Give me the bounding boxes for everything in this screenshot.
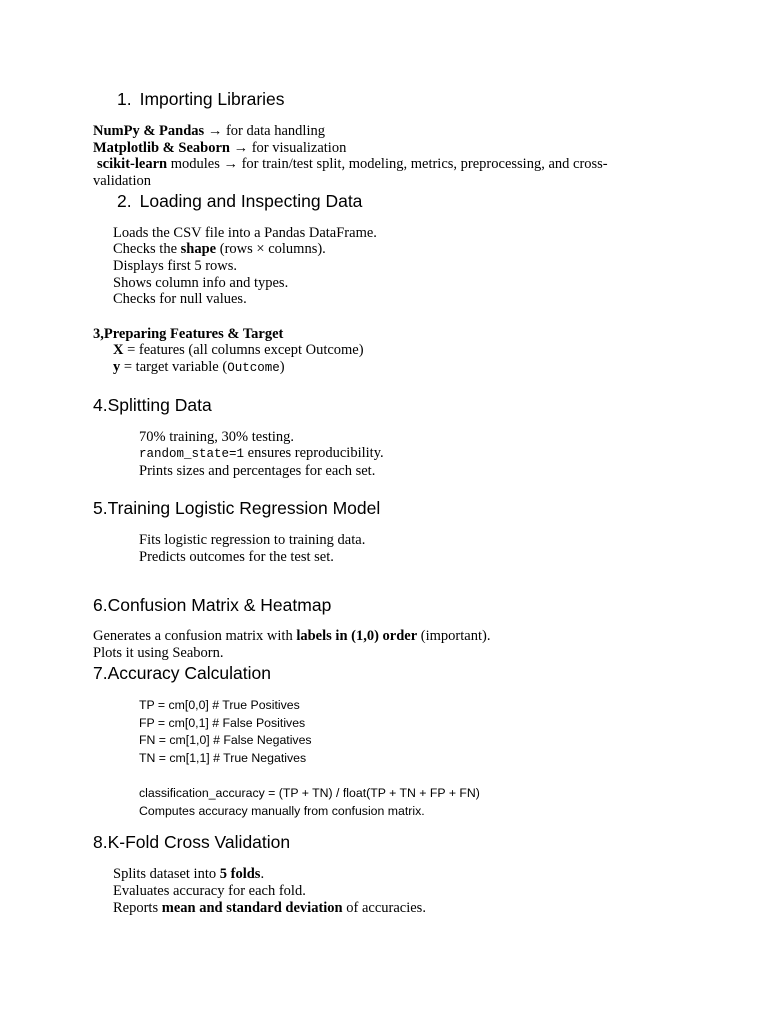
features-line-2 — [113, 359, 285, 377]
scikit-learn-label: scikit-learn — [97, 156, 168, 172]
load-line-2-post: (rows × columns). — [216, 241, 326, 257]
libs-line-3-text2: for train/test split, modeling, metrics, preprocessing, and cross- — [237, 156, 608, 172]
section-8-title: 8.K-Fold Cross Validation — [93, 832, 291, 852]
outcome-code: Outcome — [227, 361, 280, 375]
split-line-2-text: ensures reproducibility. — [244, 445, 384, 461]
acc-line-tp: TP = cm[0,0] # True Positives — [139, 698, 300, 712]
libs-line-2-text: for visualization — [248, 140, 347, 156]
features-line-1-text: = features (all columns except Outcome) — [123, 342, 364, 358]
y-label: y — [113, 359, 121, 375]
acc-formula: classification_accuracy = (TP + TN) / float(TP + TN + FP + FN) — [139, 786, 480, 800]
libs-line-3-text: modules — [167, 156, 224, 172]
libs-line-1-text: for data handling — [222, 123, 325, 139]
x-label: X — [113, 342, 124, 358]
labels-order-label: labels in (1,0) order — [296, 628, 418, 644]
section-7-title: 7.Accuracy Calculation — [93, 663, 271, 683]
shape-label: shape — [180, 241, 217, 257]
section-1-number: 1. — [117, 89, 132, 109]
section-6-title: 6.Confusion Matrix & Heatmap — [93, 595, 332, 615]
cm-line-2: Plots it using Seaborn. — [93, 645, 224, 661]
features-line-2-text: = target variable ( — [120, 359, 228, 375]
load-line-3: Displays first 5 rows. — [113, 258, 238, 274]
libs-line-4: validation — [93, 173, 151, 189]
load-line-4: Shows column info and types. — [113, 275, 289, 291]
section-1-heading — [117, 89, 285, 110]
split-line-3: Prints sizes and percentages for each set. — [139, 463, 376, 479]
kfold-line-2: Evaluates accuracy for each fold. — [113, 883, 306, 899]
arrow-icon: → — [207, 123, 223, 139]
load-line-1: Loads the CSV file into a Pandas DataFrame. — [113, 225, 377, 241]
features-line-1 — [113, 342, 364, 359]
five-folds-label: 5 folds — [219, 866, 261, 882]
kfold-line-3-pre: Reports — [113, 900, 162, 916]
matplotlib-seaborn-label: Matplotlib & Seaborn — [93, 140, 230, 156]
libs-line-2 — [93, 140, 346, 157]
libs-line-3 — [97, 156, 608, 173]
random-state-code: random_state=1 — [139, 447, 245, 461]
load-line-2 — [113, 241, 326, 258]
section-2-number: 2. — [117, 191, 132, 211]
section-5-title: 5.Training Logistic Regression Model — [93, 498, 381, 518]
kfold-line-1 — [113, 866, 264, 883]
train-line-2: Predicts outcomes for the test set. — [139, 549, 334, 565]
kfold-line-1-pre: Splits dataset into — [113, 866, 220, 882]
split-line-1: 70% training, 30% testing. — [139, 429, 295, 445]
acc-line-tn: TN = cm[1,1] # True Negatives — [139, 751, 307, 765]
cm-line-1 — [93, 628, 490, 645]
acc-line-fp: FP = cm[0,1] # False Positives — [139, 716, 306, 730]
numpy-pandas-label: NumPy & Pandas — [93, 123, 205, 139]
load-line-2-pre: Checks the — [113, 241, 181, 257]
load-line-5: Checks for null values. — [113, 291, 247, 307]
arrow-icon: → — [233, 140, 249, 156]
cm-line-1-pre: Generates a confusion matrix with — [93, 628, 297, 644]
split-line-2 — [139, 445, 384, 463]
acc-line-fn: FN = cm[1,0] # False Negatives — [139, 733, 312, 747]
libs-line-1 — [93, 123, 325, 140]
section-2-heading — [117, 191, 362, 212]
arrow-icon: → — [223, 156, 238, 172]
kfold-line-1-post: . — [260, 866, 265, 882]
kfold-line-3-post: of accuracies. — [342, 900, 426, 916]
section-3-title: 3,Preparing Features & Target — [93, 326, 284, 342]
section-4-title: 4.Splitting Data — [93, 395, 212, 415]
acc-line-desc: Computes accuracy manually from confusion matrix. — [139, 804, 425, 818]
mean-std-label: mean and standard deviation — [161, 900, 343, 916]
section-1-title: Importing Libraries — [139, 89, 285, 109]
train-line-1: Fits logistic regression to training data. — [139, 532, 366, 548]
kfold-line-3 — [113, 900, 426, 917]
section-2-title: Loading and Inspecting Data — [139, 191, 363, 211]
features-line-2-post: ) — [279, 359, 285, 375]
cm-line-1-post: (important). — [417, 628, 491, 644]
